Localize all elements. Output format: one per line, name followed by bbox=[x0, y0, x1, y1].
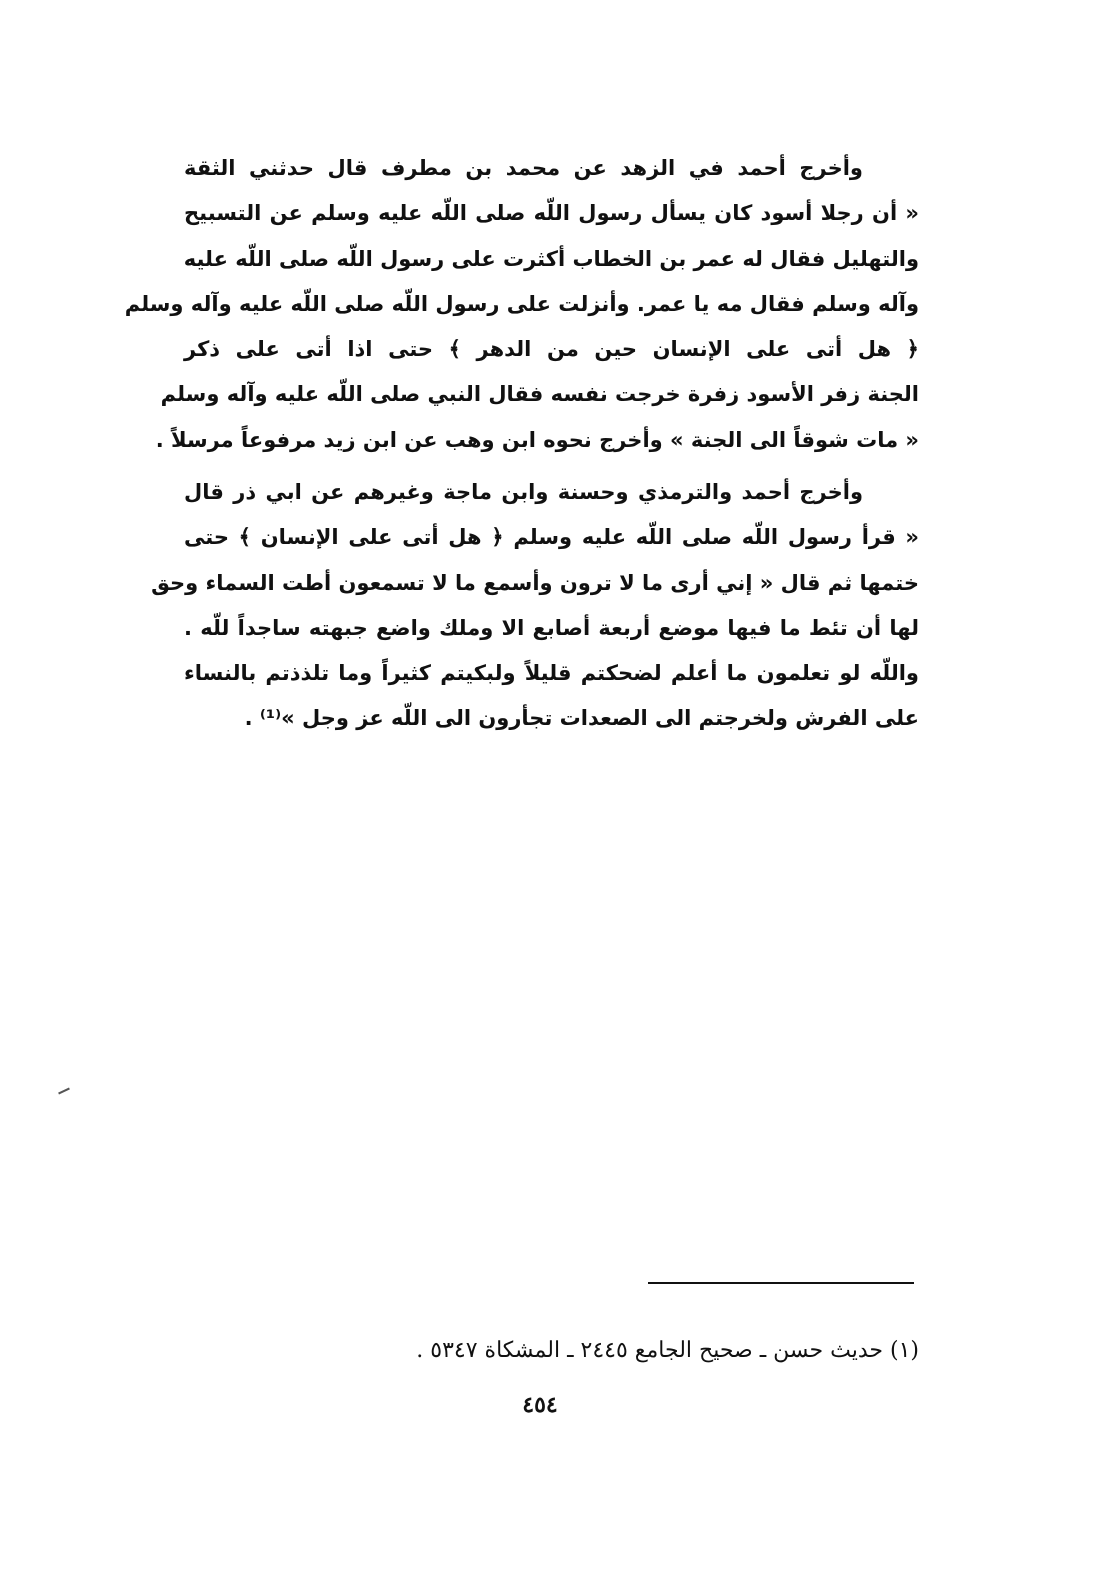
paragraph-line: وآله وسلم فقال مه يا عمر. وأنزلت على رسول اللّه صلى اللّه عليه وآله وسلم bbox=[124, 291, 919, 316]
paragraph-line: ﴿ هل أتى على الإنسان حين من الدهر ﴾ حتى اذا أتى على ذكر bbox=[184, 337, 919, 362]
paragraph-line: « مات شوقاً الى الجنة » وأخرج نحوه ابن وهب عن ابن زيد مرفوعاً مرسلاً . bbox=[155, 427, 919, 452]
page-number: ٤٥٤ bbox=[522, 1392, 558, 1418]
paragraph-1 bbox=[124, 146, 919, 463]
paragraph-line: وأخرج أحمد في الزهد عن محمد بن مطرف قال حدثني الثقة bbox=[184, 156, 863, 180]
scan-artifact bbox=[58, 1088, 70, 1095]
paragraph-line: « قرأ رسول اللّه صلى اللّه عليه وسلم ﴿ هل أتى على الإنسان ﴾ حتى bbox=[184, 525, 919, 550]
paragraph-line: لها أن تئط ما فيها موضع أربعة أصابع الا وملك واضع جبهته ساجداً للّه . bbox=[184, 615, 919, 640]
paragraph-line: واللّه لو تعلمون ما أعلم لضحكتم قليلاً ولبكيتم كثيراً وما تلذذتم بالنساء bbox=[184, 661, 919, 686]
paragraph-line: الجنة زفر الأسود زفرة خرجت نفسه فقال النبي صلى اللّه عليه وآله وسلم bbox=[160, 382, 919, 407]
footnote: (١) حديث حسن ـ صحيح الجامع ٢٤٤٥ ـ المشكاة ٥٣٤٧ . bbox=[416, 1338, 919, 1363]
paragraph-line: ختمها ثم قال « إني أرى ما لا ترون وأسمع ما لا تسمعون أطت السماء وحق bbox=[151, 570, 919, 595]
paragraph-line: « أن رجلا أسود كان يسأل رسول اللّه صلى اللّه عليه وسلم عن التسبيح bbox=[184, 201, 919, 226]
paragraph-line: والتهليل فقال له عمر بن الخطاب أكثرت على رسول اللّه صلى اللّه عليه bbox=[183, 246, 919, 271]
paragraph-line: على الفرش ولخرجتم الى الصعدات تجأرون الى اللّه عز وجل »⁽¹⁾ . bbox=[244, 706, 919, 731]
paragraph-line: وأخرج أحمد والترمذي وحسنة وابن ماجة وغيرهم عن ابي ذر قال bbox=[184, 480, 863, 504]
paragraph-2 bbox=[151, 470, 919, 742]
footnote-separator bbox=[648, 1282, 914, 1284]
